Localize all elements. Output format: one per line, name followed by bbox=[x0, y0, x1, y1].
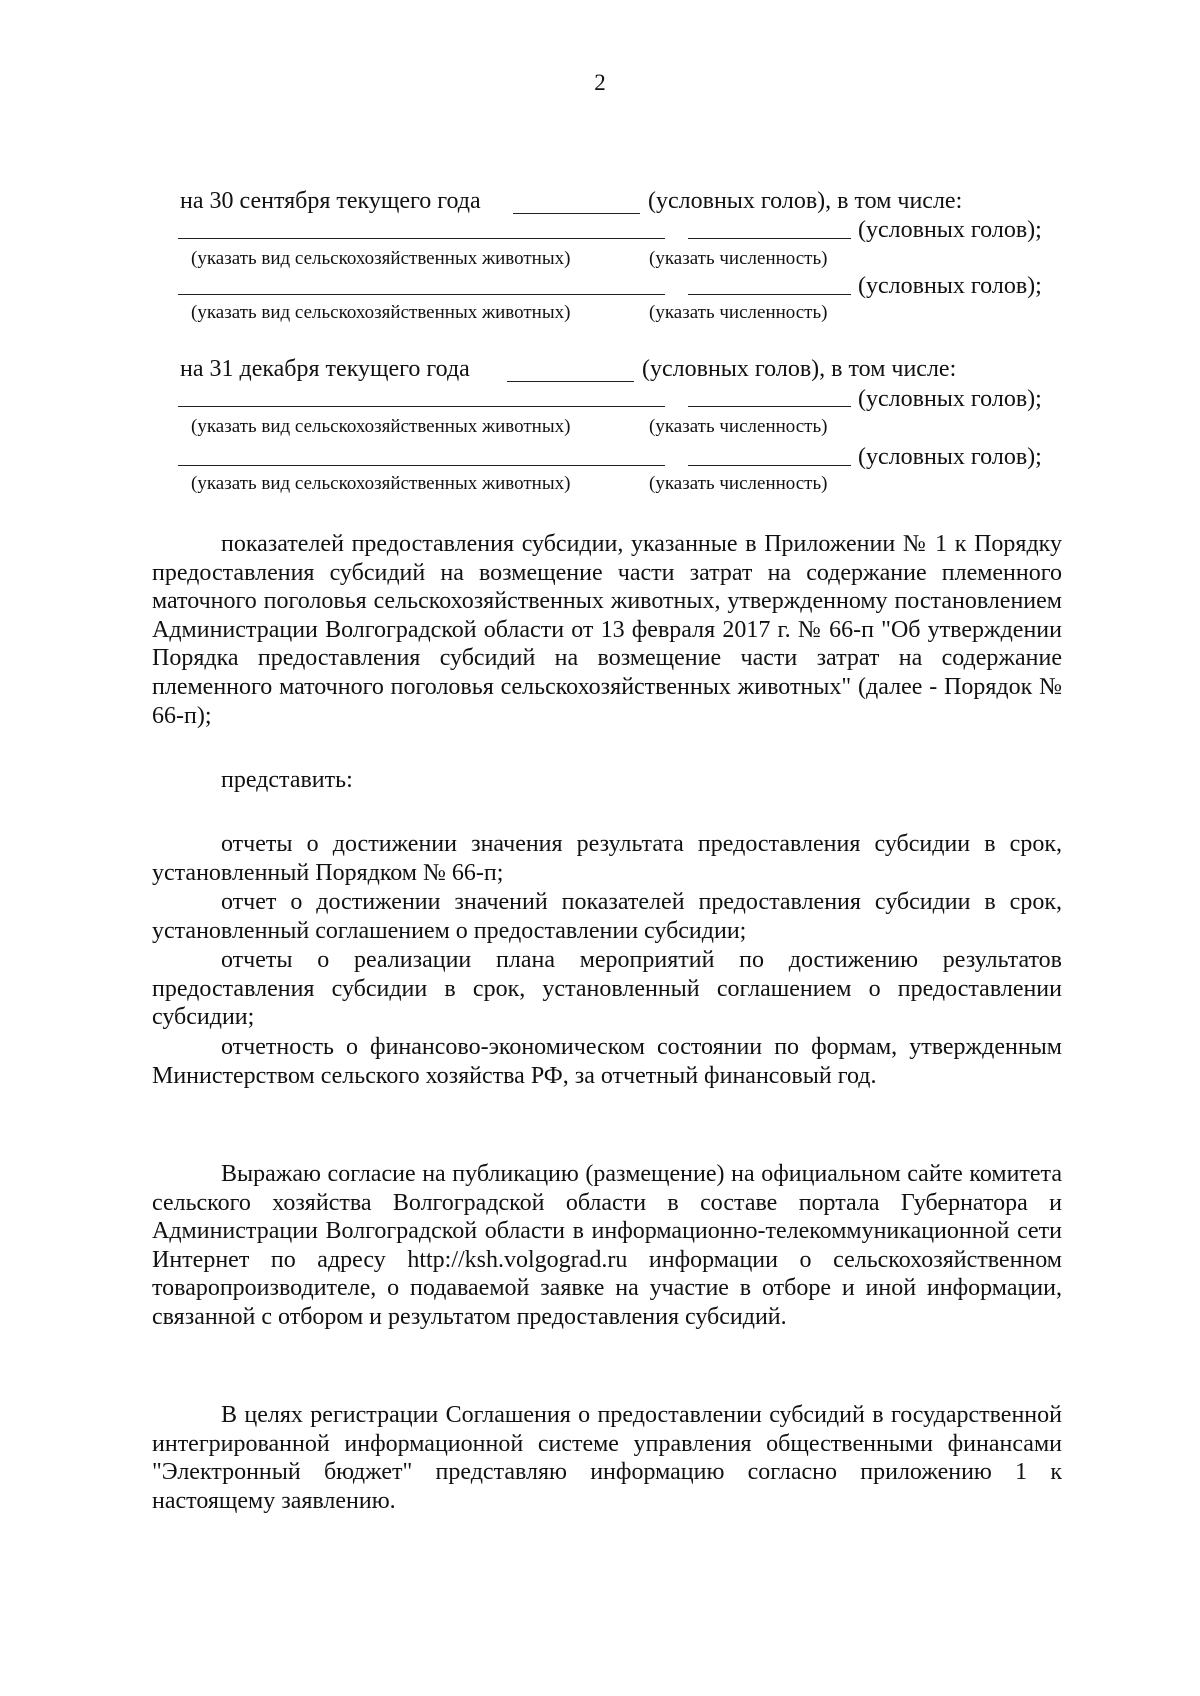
december-tail: (условных голов), в том числе: bbox=[642, 356, 957, 382]
september-intro: на 30 сентября текущего года bbox=[180, 188, 481, 214]
present-heading: представить: bbox=[221, 767, 353, 793]
september-count-blank-1[interactable] bbox=[688, 238, 851, 239]
december-kind-blank-2[interactable] bbox=[178, 465, 665, 466]
december-caption-kind-2: (указать вид сельскохозяйственных животных) bbox=[191, 473, 571, 494]
september-caption-count-1: (указать численность) bbox=[649, 248, 828, 269]
report-financial-paragraph: отчетность о финансово-экономическом состоянии по формам, утвержденным Министерством сельского хозяйства РФ, за отчетный финансовый год. bbox=[152, 1034, 1062, 1089]
december-row-end-1: (условных голов); bbox=[858, 386, 1042, 412]
december-count-blank-2[interactable] bbox=[688, 465, 851, 466]
indicators-paragraph: показателей предоставления субсидии, указанные в Приложении № 1 к Порядку предоставления субсидий на возмещение части затрат на содержание племенного маточного поголовья сельскохозяйственных животных, утвержденному постановлением Администрации Волгоградской области от 13 февраля 2017 г. № 66-п "Об утверждении Порядка предоставления субсидий на возмещение части затрат на содержание племенного маточного поголовья сельскохозяйственных животных" (далее - Порядок № 66-п); bbox=[152, 531, 1062, 729]
december-kind-blank-1[interactable] bbox=[178, 406, 665, 407]
september-kind-blank-2[interactable] bbox=[178, 294, 665, 295]
december-caption-kind-1: (указать вид сельскохозяйственных животных) bbox=[191, 416, 571, 437]
september-kind-blank-1[interactable] bbox=[178, 238, 665, 239]
september-row-end-1: (условных голов); bbox=[858, 217, 1042, 243]
september-count-blank-2[interactable] bbox=[688, 294, 851, 295]
page-number: 2 bbox=[594, 70, 606, 95]
december-count-blank-1[interactable] bbox=[688, 406, 851, 407]
report-results-paragraph: отчеты о достижении значения результата предоставления субсидии в срок, установленный Порядком № 66-п; bbox=[152, 831, 1062, 886]
december-intro: на 31 декабря текущего года bbox=[180, 356, 470, 382]
september-row-end-2: (условных голов); bbox=[858, 273, 1042, 299]
december-caption-count-1: (указать численность) bbox=[649, 416, 828, 437]
consent-paragraph: Выражаю согласие на публикацию (размещение) на официальном сайте комитета сельского хозяйства Волгоградской области в составе портала Губернатора и Администрации Волгоградской области в информационно-телекоммуникационной сети Интернет по адресу http://ksh.volgograd.ru информации о сельскохозяйственном товаропроизводителе, о подаваемой заявке на участие в отборе и иной информации, связанной с отбором и результатом предоставления субсидий. bbox=[152, 1161, 1062, 1330]
september-caption-kind-2: (указать вид сельскохозяйственных животных) bbox=[191, 302, 571, 323]
september-caption-kind-1: (указать вид сельскохозяйственных животных) bbox=[191, 248, 571, 269]
september-tail: (условных голов), в том числе: bbox=[648, 188, 963, 214]
december-caption-count-2: (указать численность) bbox=[649, 473, 828, 494]
december-row-end-2: (условных голов); bbox=[858, 444, 1042, 470]
december-total-blank[interactable] bbox=[507, 381, 634, 382]
september-caption-count-2: (указать численность) bbox=[649, 302, 828, 323]
report-plan-paragraph: отчеты о реализации плана мероприятий по достижению результатов предоставления субсидии в срок, установленный соглашением о предоставлении субсидии; bbox=[152, 947, 1062, 1031]
report-indicators-paragraph: отчет о достижении значений показателей предоставления субсидии в срок, установленный соглашением о предоставлении субсидии; bbox=[152, 889, 1062, 944]
september-total-blank[interactable] bbox=[513, 213, 640, 214]
registration-paragraph: В целях регистрации Соглашения о предоставлении субсидий в государственной интегрированной информационной системе управления общественными финансами "Электронный бюджет" представляю информацию согласно приложению 1 к настоящему заявлению. bbox=[152, 1402, 1062, 1514]
